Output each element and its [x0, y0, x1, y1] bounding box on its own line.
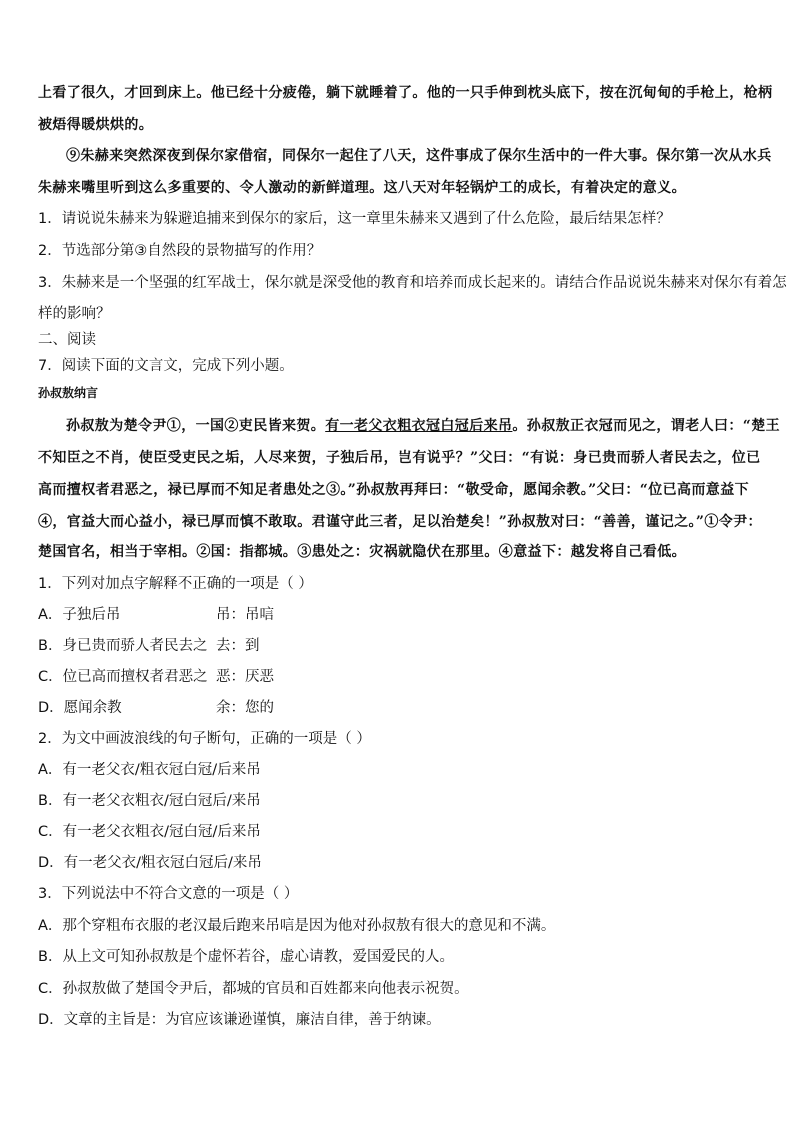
classical-text-line: 高而擅权者君恶之，禄已厚而不知足者患处之③。”孙叔敖再拜曰：“敬受命，愿闻余教。”父曰：“位已高而意益下: [38, 482, 750, 498]
question-1: 1．请说说朱赫来为躲避追捕来到保尔的家后，这一章里朱赫来又遇到了什么危险，最后结果怎样？: [38, 211, 671, 227]
option-text: A．子独后吊: [38, 607, 121, 623]
mcq-3-option-c: C．孙叔敖做了楚国令尹后，都城的官员和百姓都来向他表示祝贺。: [38, 981, 469, 997]
section-heading: 二、阅读: [38, 332, 96, 348]
question-3: 3．朱赫来是一个坚强的红军战士，保尔就是深受他的教育和培养而成长起来的。请结合作品说说朱赫来对保尔有着怎: [38, 275, 787, 291]
question-3-cont: 样的影响？: [38, 306, 111, 322]
mcq-3-option-a: A．那个穿粗布衣服的老汉最后跑来吊唁是因为他对孙叔敖有很大的意见和不满。: [38, 918, 556, 934]
mcq-2-option-c: C．有一老父衣粗衣/冠白冠/后来吊: [38, 824, 261, 840]
mcq-2-option-d: D．有一老父衣/粗衣冠白冠后/来吊: [38, 855, 262, 871]
mcq-1-option-c: [38, 665, 438, 686]
mcq-1-option-a: [38, 603, 438, 624]
classical-text-line: [38, 415, 780, 435]
text-segment: 孙叔敖为楚令尹①，一国②吏民皆来贺。: [66, 418, 326, 434]
option-gloss: 余：您的: [216, 700, 274, 716]
wavy-underlined-sentence: 有一老父衣粗衣冠白冠后来吊: [325, 418, 513, 434]
passage-line: 朱赫来嘴里听到这么多重要的、令人激动的新鲜道理。这八天对年轻锅炉工的成长，有着决定的意义。: [38, 180, 686, 196]
mcq-1-stem: 1．下列对加点字解释不正确的一项是（ ）: [38, 576, 313, 592]
paragraph-9: ⑨朱赫来突然深夜到保尔家借宿，同保尔一起住了八天，这件事成了保尔生活中的一件大事。保尔第一次从水兵: [66, 148, 772, 164]
mcq-3-option-b: B．从上文可知孙叔敖是个虚怀若谷，虚心请教，爱国爱民的人。: [38, 949, 454, 965]
text-segment: 。孙叔敖正衣冠而见之，谓老人曰：“楚王: [512, 418, 781, 434]
mcq-3-stem: 3．下列说法中不符合文意的一项是（ ）: [38, 886, 299, 902]
passage-line: 被焐得暖烘烘的。: [38, 117, 154, 133]
mcq-2-stem: 2．为文中画波浪线的句子断句，正确的一项是（ ）: [38, 731, 371, 747]
question-2: 2．节选部分第③自然段的景物描写的作用？: [38, 243, 322, 259]
classical-text-title: 孙叔敖纳言: [38, 386, 99, 400]
passage-line: 上看了很久，才回到床上。他已经十分疲倦，躺下就睡着了。他的一只手伸到枕头底下，按在沉甸甸的手枪上，枪柄: [38, 85, 773, 101]
mcq-1-option-b: [38, 634, 438, 655]
option-gloss: 吊：吊唁: [216, 607, 274, 623]
mcq-1-option-d: [38, 696, 438, 717]
option-gloss: 恶：厌恶: [216, 669, 274, 685]
option-text: D．愿闻余教: [38, 700, 122, 716]
option-text: B．身已贵而骄人者民去之: [38, 638, 208, 654]
mcq-2-option-b: B．有一老父衣粗衣/冠白冠后/来吊: [38, 793, 261, 809]
section-intro: 7．阅读下面的文言文，完成下列小题。: [38, 358, 294, 374]
option-text: C．位已高而擅权者君恶之: [38, 669, 208, 685]
mcq-3-option-d: D．文章的主旨是：为官应该谦逊谨慎，廉洁自律，善于纳谏。: [38, 1012, 441, 1028]
mcq-2-option-a: A．有一老父衣/粗衣冠白冠/后来吊: [38, 762, 261, 778]
classical-text-line: ④，官益大而心益小，禄已厚而慎不敢取。君谨守此三者，足以治楚矣！”孙叔敖对曰：“善善，谨记之。”①令尹：: [38, 514, 762, 530]
classical-text-notes: 楚国官名，相当于宰相。②国：指都城。③患处之：灾祸就隐伏在那里。④意益下：越发将自己看低。: [38, 544, 686, 560]
option-gloss: 去：到: [216, 638, 260, 654]
classical-text-line: 不知臣之不肖，使臣受吏民之垢，人尽来贺，子独后吊，岂有说乎？”父曰：“有说：身已贵而骄人者民去之，位已: [38, 450, 761, 466]
